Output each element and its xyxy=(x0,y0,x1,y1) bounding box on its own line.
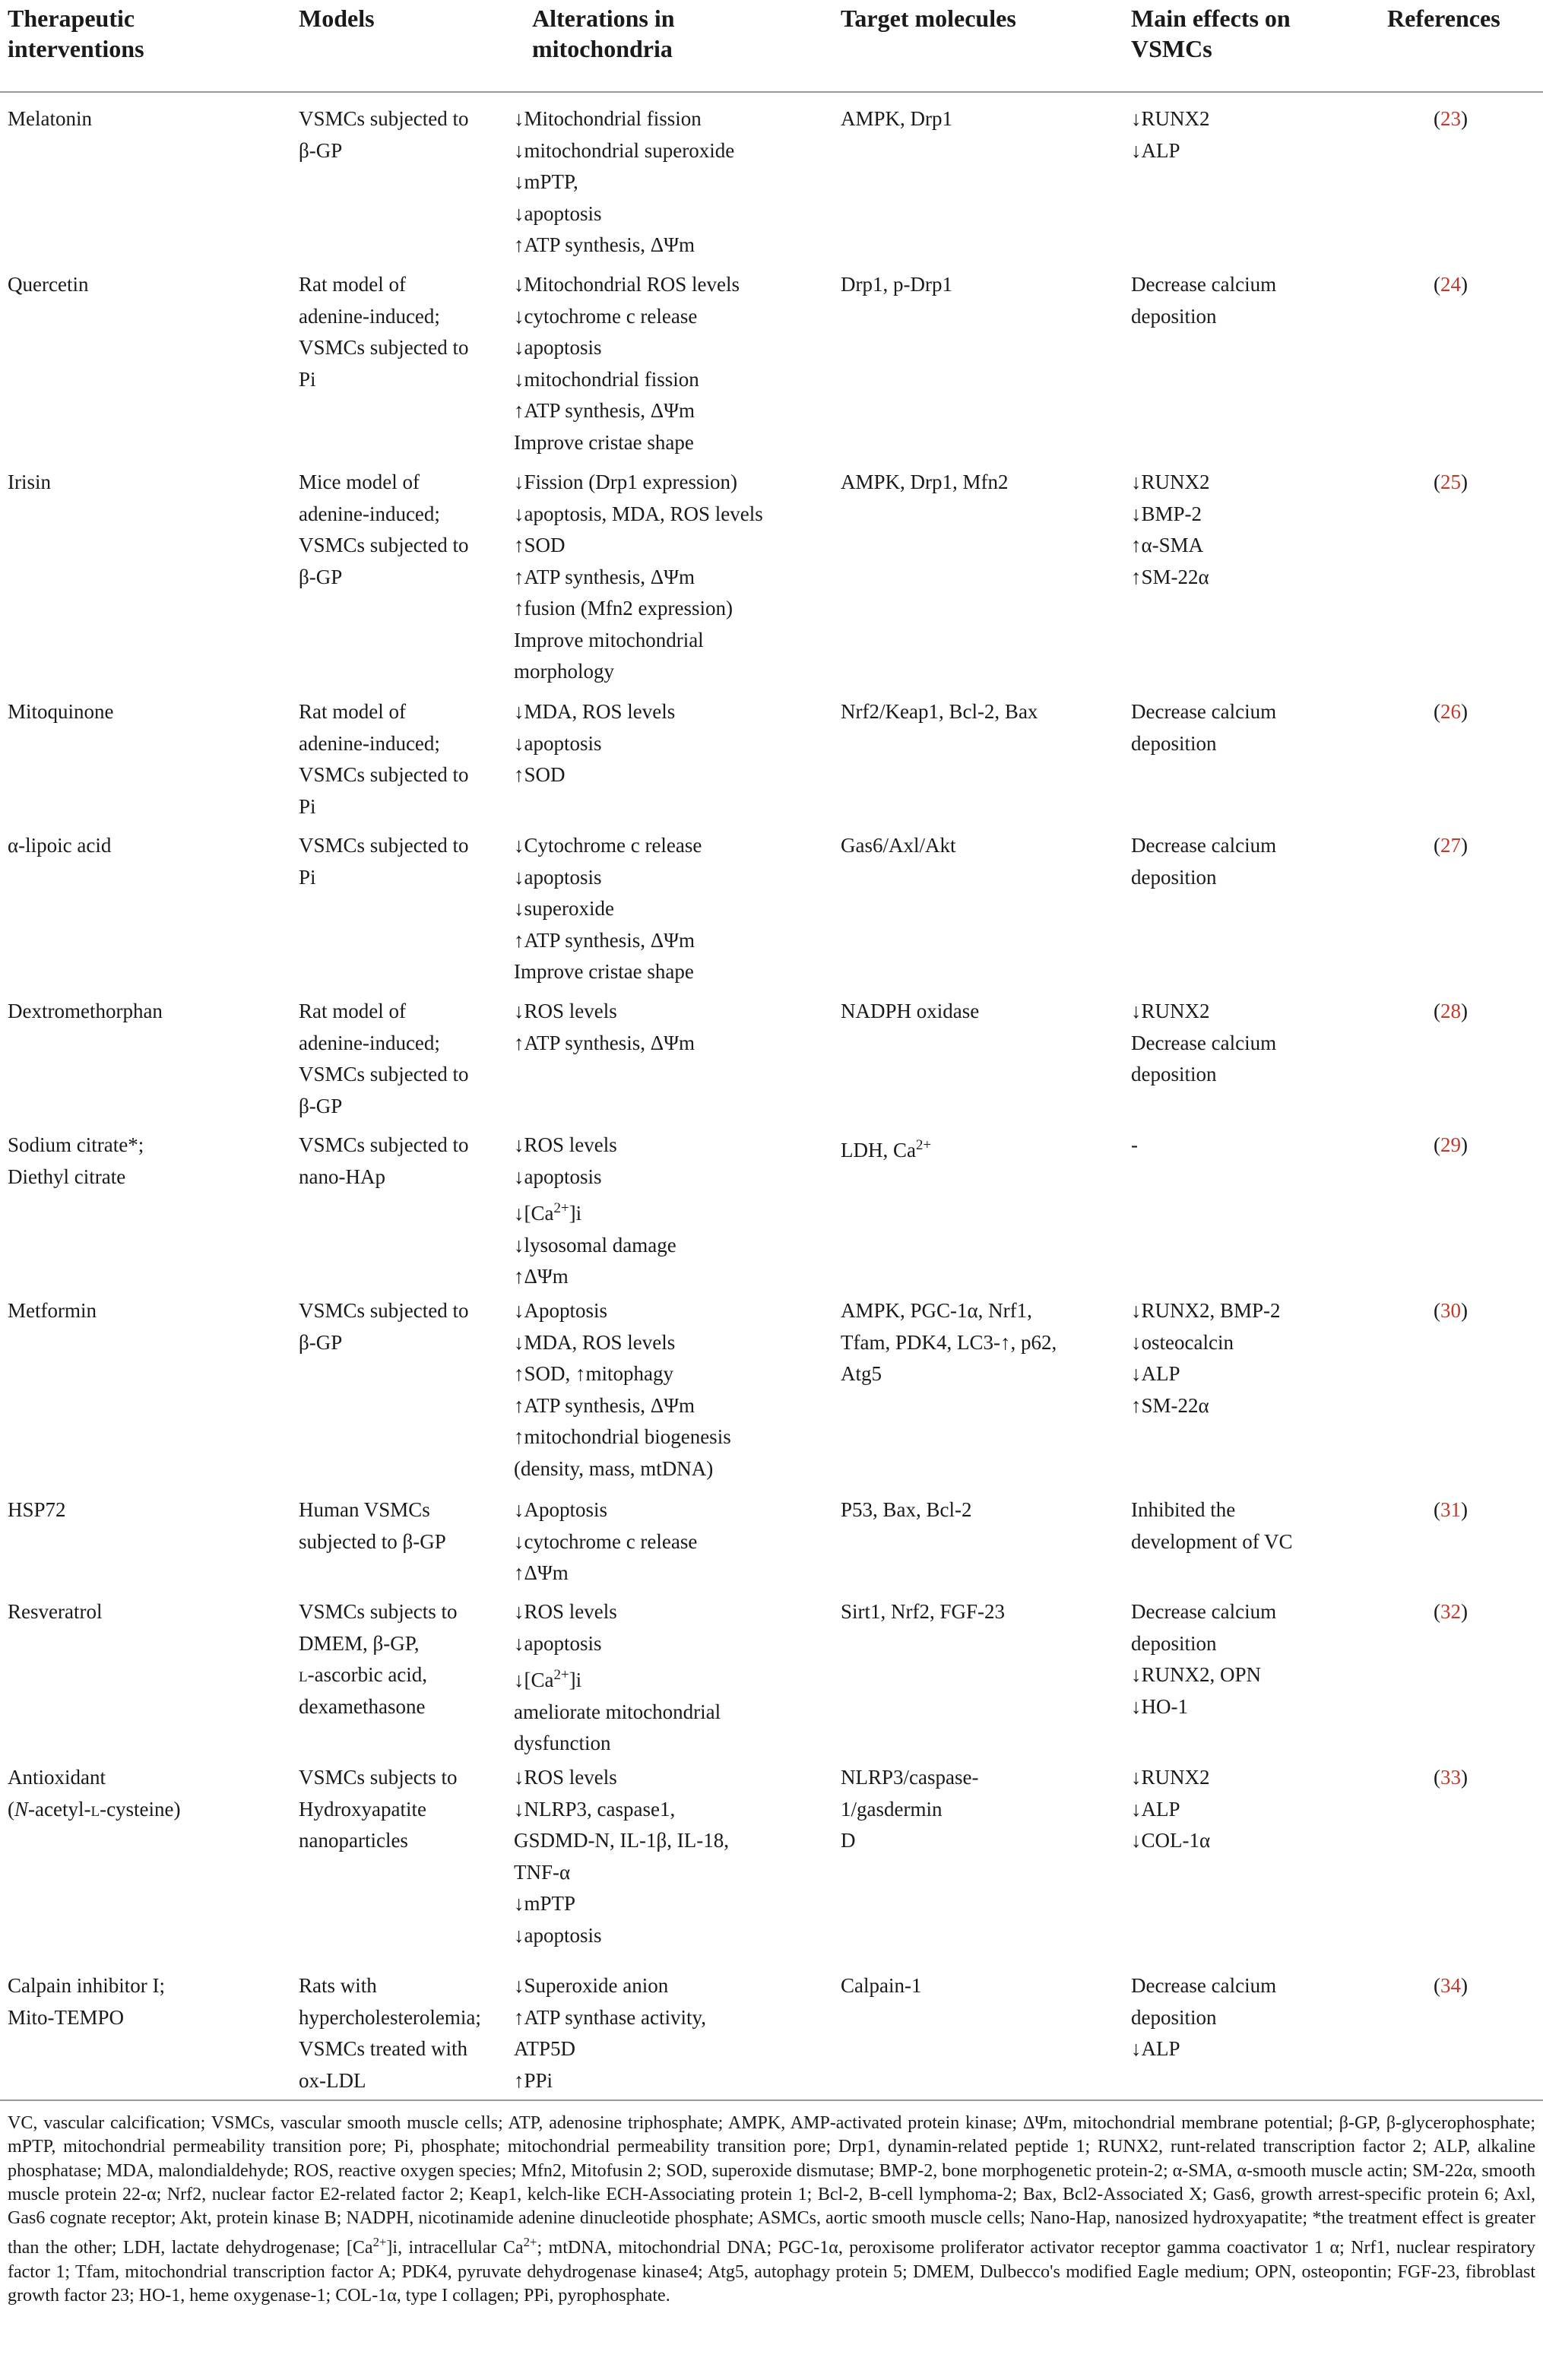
cell-alterations xyxy=(514,996,695,1059)
cell-line: ↓mPTP xyxy=(514,1892,576,1915)
cell-effects xyxy=(1131,996,1276,1091)
cell-line: ↑SOD xyxy=(514,763,566,786)
reference-link[interactable]: 31 xyxy=(1440,1498,1461,1521)
cell-line: ↓Fission (Drp1 expression) xyxy=(514,471,737,493)
cell-line: ↑ATP synthase activity, xyxy=(514,2005,706,2029)
cell-line: ↓lysosomal damage xyxy=(514,1233,676,1257)
cell-line: ↑ATP synthesis, ΔΨm xyxy=(514,565,695,588)
cell-models xyxy=(299,1762,458,1857)
reference-link[interactable]: 24 xyxy=(1440,273,1461,296)
header-text: Alterations in xyxy=(532,5,675,32)
cell-line: subjected to β-GP xyxy=(299,1529,446,1553)
cell-line: ↓ROS levels xyxy=(514,1600,617,1623)
cell-line: ↓apoptosis xyxy=(514,1165,602,1188)
cell-alterations xyxy=(514,1762,729,1951)
cell-line: Improve mitochondrial xyxy=(514,628,704,651)
cell-models xyxy=(299,269,469,395)
cell-alterations xyxy=(514,269,740,458)
cell-line: ↑SOD, ↑mitophagy xyxy=(514,1362,674,1385)
cell-alterations xyxy=(514,467,763,688)
cell-line: D xyxy=(841,1829,856,1852)
cell-reference: (23) xyxy=(1434,107,1468,130)
cell-line: ↓RUNX2, BMP-2 xyxy=(1131,1299,1281,1322)
cell-reference: (33) xyxy=(1434,1766,1468,1789)
cell-line: deposition xyxy=(1131,2005,1217,2029)
cell-line: ↓apoptosis xyxy=(514,1923,602,1947)
cell-line: Resveratrol xyxy=(8,1600,103,1623)
cell-line: ↓HO-1 xyxy=(1131,1694,1188,1718)
cell-models xyxy=(299,1295,469,1358)
cell-line: ↓Apoptosis xyxy=(514,1299,608,1322)
cell-reference: (28) xyxy=(1434,1000,1468,1022)
cell-models xyxy=(299,996,469,1122)
header-models xyxy=(299,3,375,33)
cell-reference: (31) xyxy=(1434,1498,1468,1521)
cell-line: Human VSMCs xyxy=(299,1498,430,1521)
cell-line: Improve cristae shape xyxy=(514,430,694,454)
cell-effects xyxy=(1131,830,1276,893)
cell-line: ↑α-SMA xyxy=(1131,534,1204,556)
cell-line: hypercholesterolemia; xyxy=(299,2005,481,2029)
cell-line: ↓COL-1α xyxy=(1131,1829,1211,1852)
cell-line: Rat model of xyxy=(299,273,406,296)
cell-line: AMPK, Drp1 xyxy=(841,107,953,130)
cell-effects xyxy=(1131,103,1210,166)
cell-alterations xyxy=(514,1494,697,1589)
cell-line: ↓ALP xyxy=(1131,138,1180,162)
cell-intervention xyxy=(8,1762,181,1825)
cell-alterations xyxy=(514,1130,676,1293)
cell-line: Rats with xyxy=(299,1974,377,1997)
cell-line: deposition xyxy=(1131,1063,1217,1085)
cell-line: adenine-induced; xyxy=(299,502,440,525)
cell-effects xyxy=(1131,696,1276,759)
cell-models xyxy=(299,467,469,593)
cell-line: ↓Mitochondrial ROS levels xyxy=(514,273,740,296)
cell-line: ↓mitochondrial superoxide xyxy=(514,138,735,162)
cell-line: Decrease calcium xyxy=(1131,1031,1277,1054)
reference-link[interactable]: 30 xyxy=(1440,1299,1461,1322)
header-text: Target molecules xyxy=(841,5,1016,32)
cell-alterations xyxy=(514,1295,731,1485)
cell-effects xyxy=(1131,269,1276,332)
cell-reference: (24) xyxy=(1434,273,1468,296)
cell-line: Decrease calcium xyxy=(1131,834,1277,857)
header-target-molecules xyxy=(841,3,1016,33)
cell-line: ↑mitochondrial biogenesis xyxy=(514,1425,731,1448)
cell-targets xyxy=(841,696,1038,728)
cell-effects xyxy=(1131,1494,1292,1558)
cell-line: ↑ATP synthesis, ΔΨm xyxy=(514,233,695,256)
table-footnote: VC, vascular calcification; VSMCs, vascular smooth muscle cells; ATP, adenosine triphosphate; AMPK, AMP-activated protein kinase; ΔΨm, mitochondrial membrane potential; β-GP, β-glycerophosphate; mPTP, mitochondrial permeability transition pore; Pi, phosphate; mitochondrial permeability transition pore; Drp1, dynamin-related peptide 1; RUNX2, runt-related transcription factor 2; ALP, alkaline phosphatase; MDA, malondialdehyde; ROS, reactive oxygen species; Mfn2, Mitofusin 2; SOD, superoxide dismutase; BMP-2, bone morphogenetic protein-2; α-SMA, α-smooth muscle actin; SM-22α, smooth muscle protein 22-α; Nrf2, nuclear factor E2-related factor 2; Keap1, kelch-like ECH-Associating protein 1; Bcl-2, B-cell lymphoma-2; Bax, Bcl2-Associated X; Gas6, growth arrest-specific protein 6; Axl, Gas6 cognate receptor; Akt, protein kinase B; NADPH, nicotinamide adenine dinucleotide phosphate; ASMCs, aortic smooth muscle cells; Nano-Hap, nanosized hydroxyapatite; *the treatment effect is greater than the other; LDH, lactate dehydrogenase; $[Ca^{2+}]i$, intracellular $Ca^{2+}$; mtDNA, mitochondrial DNA; PGC-1α, peroxisome proliferator activator receptor gamma coactivator 1 α; Nrf1, nuclear respiratory factor 1; Tfam, mitochondrial transcription factor A; PDK4, pyruvate dehydrogenase kinase4; Atg5, autophagy protein 5; DMEM, Dulbecco's modified Eagle medium; OPN, osteopontin; FGF-23, fibroblast growth factor 23; HO-1, heme oxygenase-1; COL-1α, type I collagen; PPi, pyrophosphate. xyxy=(8,2113,1535,2306)
cell-alterations xyxy=(514,1596,721,1760)
cell-line: ↓ALP xyxy=(1131,2037,1180,2060)
header-text: Therapeutic xyxy=(8,5,135,32)
cell-intervention xyxy=(8,1494,66,1526)
cell-line: ↑ATP synthesis, ΔΨm xyxy=(514,399,695,422)
cell-line: VSMCs subjected to xyxy=(299,107,469,130)
cell-line: ↓ROS levels xyxy=(514,1766,617,1789)
reference-link[interactable]: 26 xyxy=(1440,700,1461,723)
header-text: Main effects on xyxy=(1131,5,1291,32)
cell-line: Pi xyxy=(299,367,316,391)
cell-models xyxy=(299,1970,481,2096)
cell-line: ↓osteocalcin xyxy=(1131,1330,1234,1354)
cell-line: ↓Cytochrome c release xyxy=(514,834,702,857)
cell-alterations xyxy=(514,103,734,261)
cell-reference: (32) xyxy=(1434,1600,1468,1623)
cell-line: ↓ALP xyxy=(1131,1797,1180,1821)
cell-line: dysfunction xyxy=(514,1732,611,1754)
cell-intervention xyxy=(8,1295,97,1327)
cell-line: Decrease calcium xyxy=(1131,700,1277,723)
cell-line: Hydroxyapatite xyxy=(299,1797,426,1821)
cell-intervention xyxy=(8,1970,165,2033)
cell-line: Nrf2/Keap1, Bcl-2, Bax xyxy=(841,700,1038,723)
header-alterations xyxy=(532,3,675,64)
cell-models xyxy=(299,1494,446,1558)
cell-line: AMPK, PGC-1α, Nrf1, xyxy=(841,1299,1032,1322)
cell-line: ↑SM-22α xyxy=(1131,1393,1209,1417)
cell-effects xyxy=(1131,1130,1138,1161)
cell-line: VSMCs subjected to xyxy=(299,1299,469,1322)
cell-reference: (26) xyxy=(1434,700,1468,723)
cell-line: deposition xyxy=(1131,865,1217,889)
cell-line: ↓mPTP, xyxy=(514,170,578,193)
cell-line: VSMCs subjected to xyxy=(299,1133,469,1156)
cell-line: ↑ΔΨm xyxy=(514,1265,569,1288)
cell-models xyxy=(299,1130,469,1193)
cell-line: GSDMD-N, IL-1β, IL-18, xyxy=(514,1829,729,1852)
cell-line: β-GP xyxy=(299,138,343,162)
cell-line: P53, Bax, Bcl-2 xyxy=(841,1498,972,1521)
cell-line: ↑ATP synthesis, ΔΨm xyxy=(514,928,695,952)
cell-targets xyxy=(841,103,952,135)
cell-line: DMEM, β-GP, xyxy=(299,1631,420,1655)
cell-line: ox-LDL xyxy=(299,2068,366,2092)
cell-line: α-lipoic acid xyxy=(8,834,112,857)
cell-line: NLRP3/caspase- xyxy=(841,1766,979,1789)
cell-line: ↑ATP synthesis, ΔΨm xyxy=(514,1393,695,1417)
reference-link[interactable]: 23 xyxy=(1440,107,1461,130)
cell-line: ↓MDA, ROS levels xyxy=(514,700,676,723)
cell-targets xyxy=(841,467,1009,499)
cell-line: ↓mitochondrial fission xyxy=(514,367,699,391)
cell-line: ↑SM-22α xyxy=(1131,565,1209,588)
cell-line: deposition xyxy=(1131,1631,1217,1655)
cell-line: adenine-induced; xyxy=(299,304,440,328)
cell-line: VSMCs subjected to xyxy=(299,534,469,556)
cell-line: (N-acetyl-l-cysteine) xyxy=(8,1797,181,1821)
cell-line: Sirt1, Nrf2, FGF-23 xyxy=(841,1600,1006,1623)
cell-effects xyxy=(1131,1970,1276,2065)
cell-line: ↓apoptosis xyxy=(514,336,602,359)
cell-line: LDH, $Ca^{2+}$ xyxy=(841,1137,932,1161)
cell-line: ↓RUNX2, OPN xyxy=(1131,1663,1262,1686)
cell-line: ↓MDA, ROS levels xyxy=(514,1330,676,1354)
header-text: References xyxy=(1387,5,1500,32)
cell-line: Melatonin xyxy=(8,107,92,130)
cell-intervention xyxy=(8,269,88,301)
cell-line: Sodium citrate*; xyxy=(8,1133,144,1156)
cell-line: adenine-induced; xyxy=(299,731,440,755)
cell-line: ↓cytochrome c release xyxy=(514,304,698,328)
cell-line: ↓ALP xyxy=(1131,1362,1180,1385)
cell-intervention xyxy=(8,1596,102,1628)
table-bottom-rule xyxy=(0,2100,1543,2101)
cell-line: Improve cristae shape xyxy=(514,960,694,983)
reference-link[interactable]: 33 xyxy=(1440,1766,1461,1789)
cell-line: Metformin xyxy=(8,1299,97,1322)
cell-reference: (29) xyxy=(1434,1133,1468,1156)
cell-line: adenine-induced; xyxy=(299,1031,440,1054)
cell-line: AMPK, Drp1, Mfn2 xyxy=(841,471,1009,493)
cell-line: ameliorate mitochondrial xyxy=(514,1700,721,1723)
cell-line: VSMCs subjects to xyxy=(299,1600,458,1623)
cell-line: VSMCs treated with xyxy=(299,2037,467,2060)
cell-line: Mito-TEMPO xyxy=(8,2005,125,2029)
cell-line: Calpain-1 xyxy=(841,1974,922,1997)
cell-line: deposition xyxy=(1131,304,1217,328)
cell-line: NADPH oxidase xyxy=(841,1000,980,1022)
cell-alterations xyxy=(514,696,675,791)
cell-line: deposition xyxy=(1131,731,1217,755)
cell-line: Dextromethorphan xyxy=(8,1000,163,1022)
cell-line: Diethyl citrate xyxy=(8,1165,126,1188)
header-main-effects xyxy=(1131,3,1291,64)
cell-line: VSMCs subjected to xyxy=(299,834,469,857)
cell-line: development of VC xyxy=(1131,1529,1293,1553)
cell-line: Mitoquinone xyxy=(8,700,114,723)
cell-line: ↓RUNX2 xyxy=(1131,1766,1210,1789)
cell-intervention xyxy=(8,1130,144,1193)
cell-line: ↑ΔΨm xyxy=(514,1561,569,1584)
cell-intervention xyxy=(8,467,51,499)
cell-line: ↓apoptosis, MDA, ROS levels xyxy=(514,502,763,525)
cell-line: VSMCs subjected to xyxy=(299,1063,469,1085)
cell-line: ↓Mitochondrial fission xyxy=(514,107,702,130)
cell-line: ↑fusion (Mfn2 expression) xyxy=(514,597,733,620)
reference-link[interactable]: 34 xyxy=(1440,1974,1461,1997)
cell-targets xyxy=(841,1596,1005,1628)
cell-line: ↑ATP synthesis, ΔΨm xyxy=(514,1031,695,1054)
reference-link[interactable]: 29 xyxy=(1440,1133,1461,1156)
cell-line: $↓[Ca^{2+}]i$ xyxy=(514,1667,582,1691)
cell-line: ↑SOD xyxy=(514,534,566,556)
cell-line: 1/gasdermin xyxy=(841,1797,943,1821)
cell-line: morphology xyxy=(514,660,614,683)
reference-link[interactable]: 27 xyxy=(1440,834,1461,857)
cell-effects xyxy=(1131,467,1210,593)
cell-line: Atg5 xyxy=(841,1362,882,1385)
cell-targets xyxy=(841,1970,921,2002)
cell-intervention xyxy=(8,696,114,728)
cell-targets xyxy=(841,830,956,862)
header-text: VSMCs xyxy=(1131,35,1212,62)
cell-models xyxy=(299,103,469,166)
cell-models xyxy=(299,1596,458,1722)
cell-models xyxy=(299,696,469,822)
cell-reference: (25) xyxy=(1434,471,1468,493)
cell-targets xyxy=(841,269,952,301)
cell-line: - xyxy=(1131,1133,1138,1156)
cell-reference: (30) xyxy=(1434,1299,1468,1322)
cell-line: ↓apoptosis xyxy=(514,201,602,225)
cell-line: ↓RUNX2 xyxy=(1131,1000,1210,1022)
cell-alterations xyxy=(514,830,702,988)
cell-line: Decrease calcium xyxy=(1131,1600,1277,1623)
cell-reference: (27) xyxy=(1434,834,1468,857)
cell-intervention xyxy=(8,996,163,1028)
cell-line: (density, mass, mtDNA) xyxy=(514,1456,714,1480)
cell-line: Drp1, p-Drp1 xyxy=(841,273,952,296)
cell-line: Pi xyxy=(299,794,316,818)
cell-line: TNF-α xyxy=(514,1860,571,1884)
cell-intervention xyxy=(8,830,111,862)
header-references xyxy=(1387,3,1500,33)
header-therapeutic-interventions xyxy=(8,3,144,64)
cell-line: l-ascorbic acid, xyxy=(299,1663,428,1686)
cell-line: dexamethasone xyxy=(299,1694,426,1718)
cell-line: ↓ROS levels xyxy=(514,1000,617,1022)
cell-line: HSP72 xyxy=(8,1498,66,1521)
reference-link[interactable]: 32 xyxy=(1440,1600,1461,1623)
cell-targets xyxy=(841,996,979,1028)
cell-line: $↓[Ca^{2+}]i$ xyxy=(514,1200,582,1225)
cell-line: Irisin xyxy=(8,471,51,493)
cell-line: Inhibited the xyxy=(1131,1498,1236,1521)
cell-effects xyxy=(1131,1596,1276,1722)
cell-targets xyxy=(841,1494,972,1526)
cell-line: ↓Superoxide anion xyxy=(514,1974,669,1997)
cell-line: ↓apoptosis xyxy=(514,1631,602,1655)
cell-line: Decrease calcium xyxy=(1131,273,1277,296)
cell-line: VSMCs subjects to xyxy=(299,1766,458,1789)
cell-line: ATP5D xyxy=(514,2037,576,2060)
cell-line: Mice model of xyxy=(299,471,420,493)
cell-line: β-GP xyxy=(299,1094,343,1117)
cell-line: Gas6/Axl/Akt xyxy=(841,834,956,857)
cell-line: ↓superoxide xyxy=(514,897,614,920)
table-header xyxy=(0,0,1543,91)
reference-link[interactable]: 25 xyxy=(1440,471,1461,493)
header-text: mitochondria xyxy=(532,35,673,62)
cell-line: VSMCs subjected to xyxy=(299,763,469,786)
cell-intervention xyxy=(8,103,92,135)
cell-line: ↓RUNX2 xyxy=(1131,107,1210,130)
cell-line: nanoparticles xyxy=(299,1829,408,1852)
cell-models xyxy=(299,830,469,893)
cell-alterations xyxy=(514,1970,706,2096)
reference-link[interactable]: 28 xyxy=(1440,1000,1461,1022)
cell-line: ↓RUNX2 xyxy=(1131,471,1210,493)
cell-line: Antioxidant xyxy=(8,1766,106,1789)
header-text: interventions xyxy=(8,35,144,62)
cell-line: nano-HAp xyxy=(299,1165,385,1188)
cell-targets xyxy=(841,1130,931,1167)
cell-targets xyxy=(841,1295,1057,1390)
cell-line: Decrease calcium xyxy=(1131,1974,1277,1997)
header-rule xyxy=(0,91,1543,93)
cell-line: ↑PPi xyxy=(514,2068,553,2092)
cell-line: ↓Apoptosis xyxy=(514,1498,608,1521)
cell-line: Pi xyxy=(299,865,316,889)
cell-effects xyxy=(1131,1295,1281,1421)
cell-effects xyxy=(1131,1762,1210,1857)
cell-line: ↓cytochrome c release xyxy=(514,1529,698,1553)
cell-line: β-GP xyxy=(299,565,343,588)
cell-line: Quercetin xyxy=(8,273,89,296)
cell-line: β-GP xyxy=(299,1330,343,1354)
cell-reference: (34) xyxy=(1434,1974,1468,1997)
cell-line: VSMCs subjected to xyxy=(299,336,469,359)
cell-line: Rat model of xyxy=(299,1000,406,1022)
cell-line: Rat model of xyxy=(299,700,406,723)
cell-targets xyxy=(841,1762,978,1857)
cell-line: ↓BMP-2 xyxy=(1131,502,1202,525)
cell-line: ↓NLRP3, caspase1, xyxy=(514,1797,676,1821)
header-text: Models xyxy=(299,5,375,32)
cell-line: ↓ROS levels xyxy=(514,1133,617,1156)
cell-line: ↓apoptosis xyxy=(514,865,602,889)
cell-line: ↓apoptosis xyxy=(514,731,602,755)
cell-line: Calpain inhibitor I; xyxy=(8,1974,165,1997)
cell-line: Tfam, PDK4, LC3-↑, p62, xyxy=(841,1330,1057,1354)
